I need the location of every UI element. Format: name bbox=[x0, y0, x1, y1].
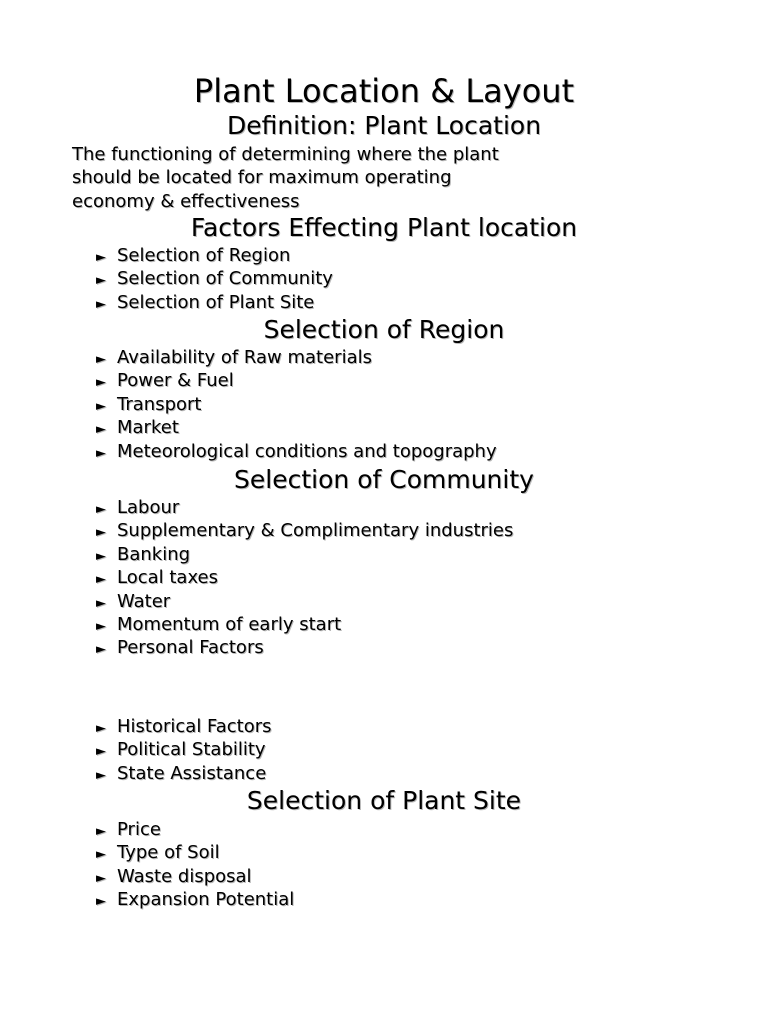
list-item bbox=[96, 496, 513, 519]
list-item bbox=[96, 416, 497, 439]
bullet-arrow-icon: ► bbox=[96, 422, 106, 438]
list-item-text: Banking bbox=[117, 543, 191, 565]
region-list bbox=[96, 346, 497, 463]
list-item-text: Price bbox=[117, 819, 161, 840]
bullet-arrow-icon: ► bbox=[96, 894, 106, 910]
bullet-arrow-icon: ► bbox=[96, 744, 106, 760]
list-item-text: Selection of Region bbox=[117, 245, 291, 266]
list-item-text: Local taxes bbox=[117, 567, 219, 589]
bullet-arrow-icon: ► bbox=[96, 445, 106, 461]
bullet-arrow-icon: ► bbox=[96, 824, 106, 839]
bullet-arrow-icon: ► bbox=[96, 548, 106, 564]
bullet-arrow-icon: ► bbox=[96, 352, 106, 367]
list-item bbox=[96, 267, 333, 290]
list-item bbox=[96, 244, 333, 267]
definition-text: The functioning of determining where the plant should be located for maximum operating economy & effectiveness bbox=[72, 144, 499, 212]
list-item-text: Expansion Potential bbox=[117, 889, 295, 911]
bullet-arrow-icon: ► bbox=[96, 870, 106, 886]
bullet-arrow-icon: ► bbox=[96, 398, 106, 414]
region-heading: Selection of Region bbox=[263, 315, 505, 344]
bullet-arrow-icon: ► bbox=[96, 595, 106, 611]
list-item bbox=[96, 818, 294, 841]
factors-heading: Factors Effecting Plant location bbox=[190, 213, 578, 242]
list-item bbox=[96, 440, 497, 463]
list-item bbox=[96, 346, 497, 369]
list-item bbox=[96, 738, 272, 761]
list-item-text: Water bbox=[117, 590, 171, 612]
page-title: Plant Location & Layout bbox=[193, 72, 575, 110]
factors-list bbox=[96, 244, 333, 314]
list-item-text: Selection of Community bbox=[117, 268, 333, 290]
list-item-text: Meteorological conditions and topography bbox=[117, 440, 497, 462]
list-item bbox=[96, 590, 513, 613]
list-item bbox=[96, 566, 513, 589]
bullet-arrow-icon: ► bbox=[96, 767, 106, 783]
list-item-text: Personal Factors bbox=[117, 637, 264, 659]
bullet-arrow-icon: ► bbox=[96, 618, 106, 634]
list-item bbox=[96, 519, 513, 542]
list-item bbox=[96, 762, 272, 785]
bullet-arrow-icon: ► bbox=[96, 525, 106, 541]
list-item bbox=[96, 369, 497, 392]
bullet-arrow-icon: ► bbox=[96, 502, 106, 517]
list-item-text: Availability of Raw materials bbox=[117, 347, 372, 368]
site-list bbox=[96, 818, 294, 912]
list-item-text: Political Stability bbox=[117, 739, 266, 761]
list-item-text: Supplementary & Complimentary industries bbox=[117, 520, 514, 542]
list-item-text: State Assistance bbox=[117, 762, 267, 784]
bullet-arrow-icon: ► bbox=[96, 721, 106, 736]
list-item bbox=[96, 865, 294, 888]
list-item bbox=[96, 715, 272, 738]
list-item bbox=[96, 841, 294, 864]
community-list bbox=[96, 496, 513, 660]
list-item-text: Type of Soil bbox=[117, 842, 220, 864]
list-item-text: Transport bbox=[117, 393, 202, 415]
list-item-text: Labour bbox=[117, 497, 180, 518]
site-heading: Selection of Plant Site bbox=[246, 786, 522, 815]
list-item bbox=[96, 613, 513, 636]
list-item-text: Selection of Plant Site bbox=[117, 291, 315, 313]
community-list-continued bbox=[96, 715, 272, 785]
list-item bbox=[96, 636, 513, 659]
community-heading: Selection of Community bbox=[234, 465, 534, 494]
bullet-arrow-icon: ► bbox=[96, 847, 106, 863]
bullet-arrow-icon: ► bbox=[96, 642, 106, 658]
list-item bbox=[96, 888, 294, 911]
list-item bbox=[96, 291, 333, 314]
list-item bbox=[96, 543, 513, 566]
list-item-text: Momentum of early start bbox=[117, 613, 342, 635]
list-item-text: Market bbox=[117, 417, 179, 439]
bullet-arrow-icon: ► bbox=[96, 375, 106, 391]
list-item bbox=[96, 393, 497, 416]
bullet-arrow-icon: ► bbox=[96, 296, 106, 312]
definition-heading: Definition: Plant Location bbox=[226, 111, 542, 140]
list-item-text: Waste disposal bbox=[117, 865, 252, 887]
bullet-arrow-icon: ► bbox=[96, 250, 106, 265]
list-item-text: Historical Factors bbox=[117, 716, 272, 737]
list-item-text: Power & Fuel bbox=[117, 370, 234, 392]
bullet-arrow-icon: ► bbox=[96, 572, 106, 588]
bullet-arrow-icon: ► bbox=[96, 273, 106, 289]
